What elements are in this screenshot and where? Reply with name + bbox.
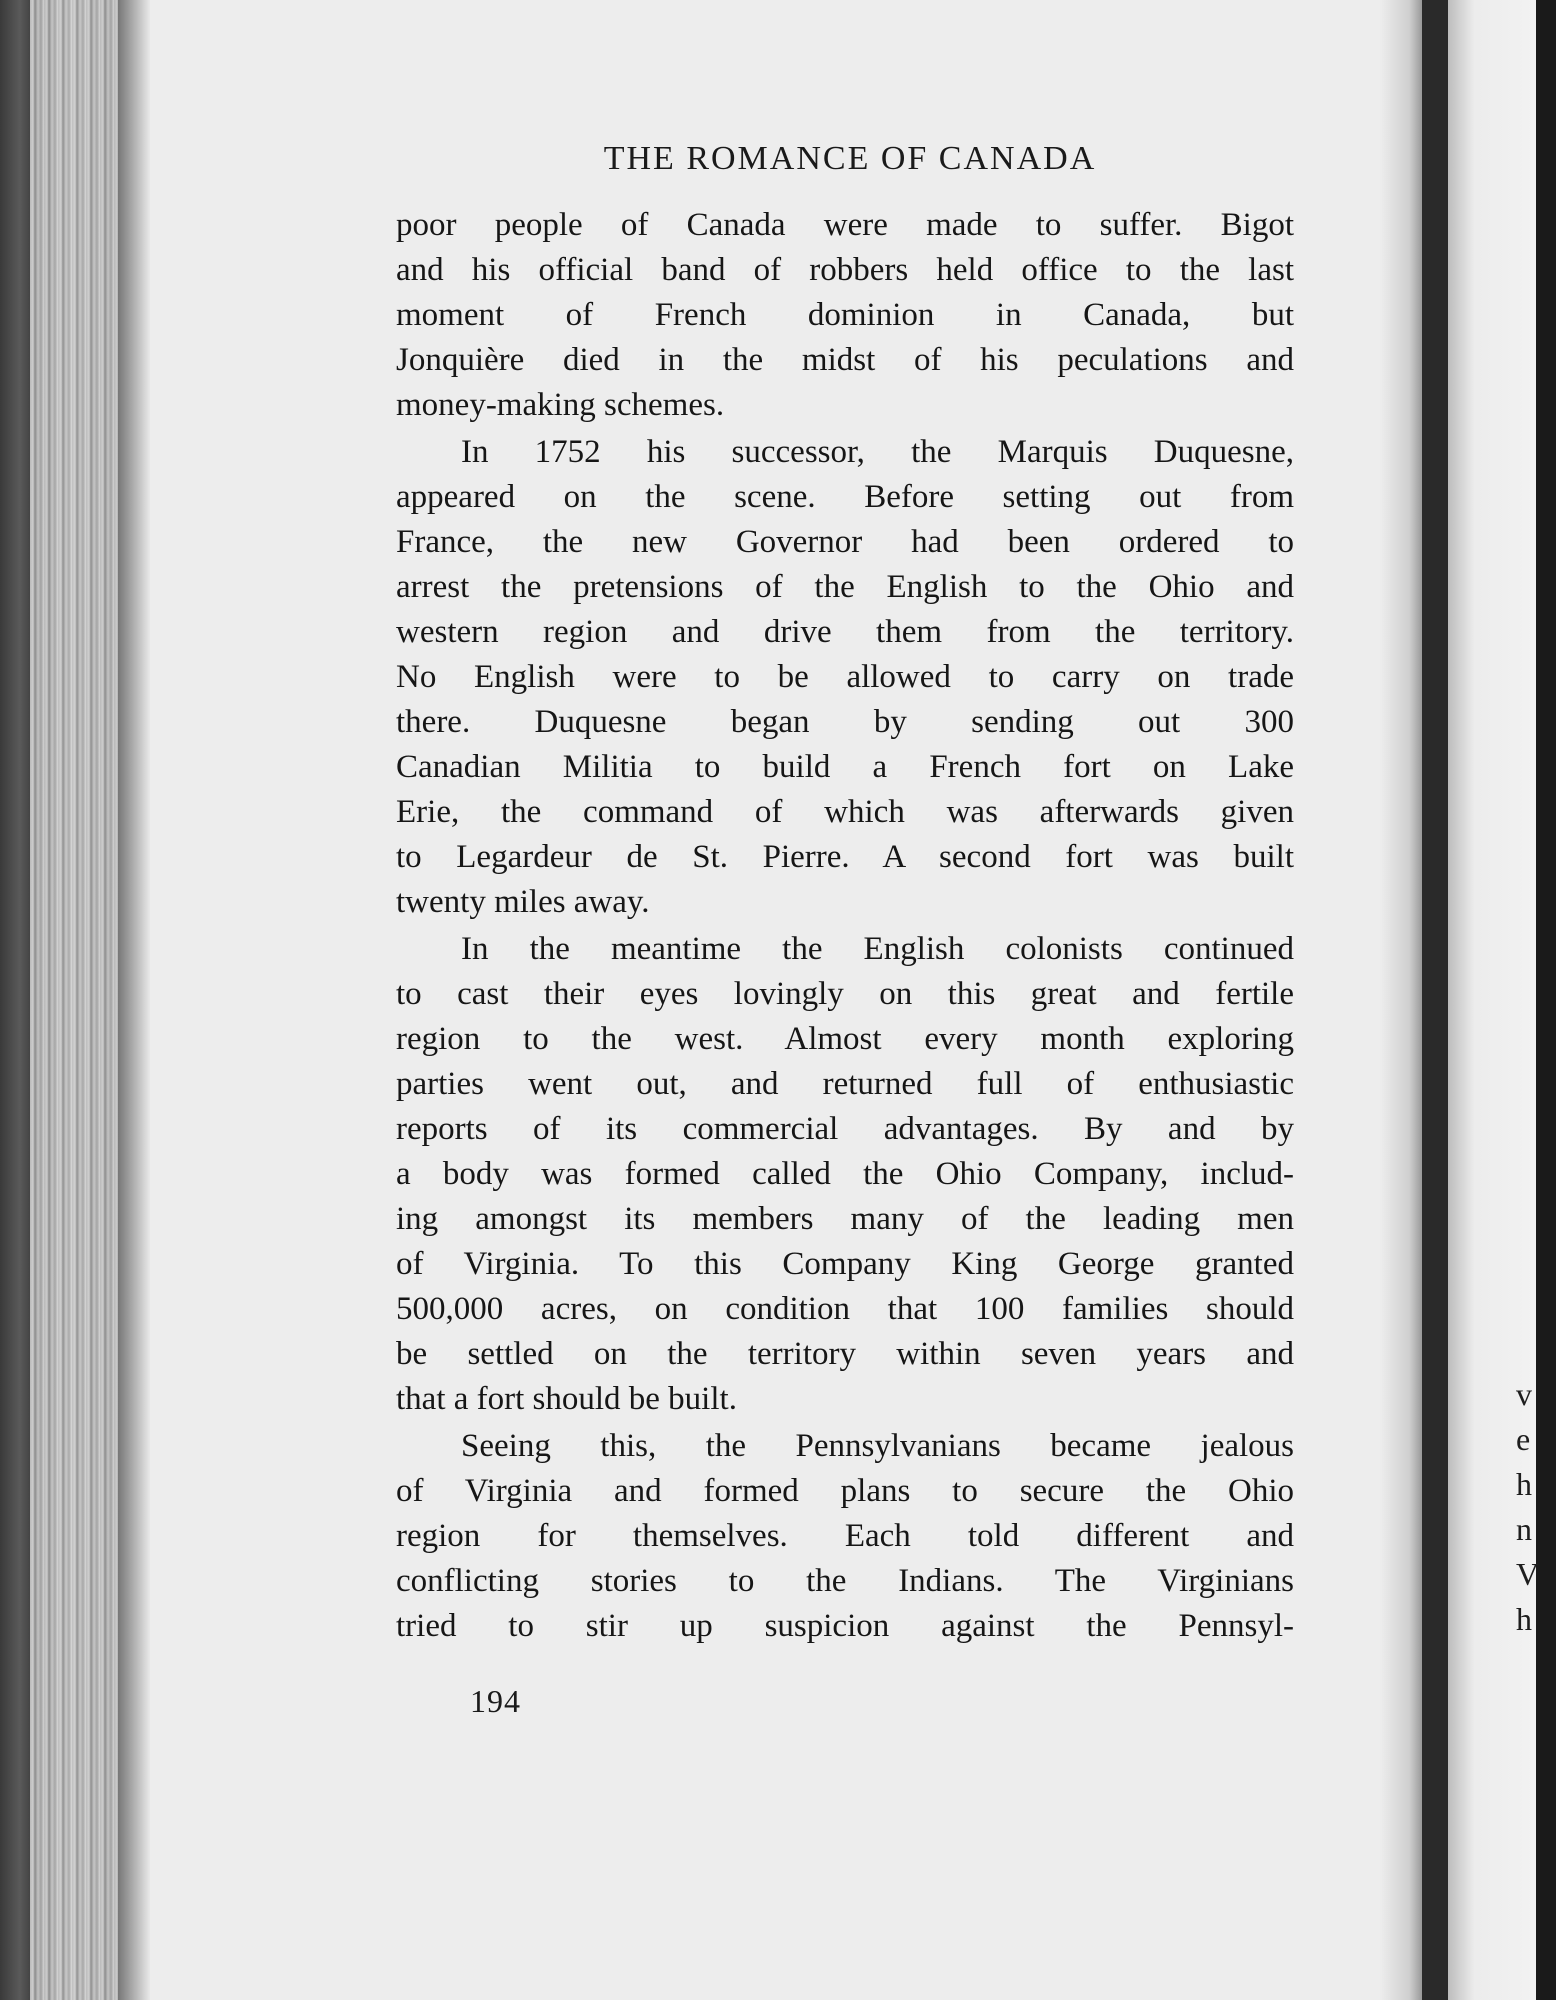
text-line: Jonquière died in the midst of his peculations and xyxy=(396,342,1294,378)
text-line: In the meantime the English colonists continued xyxy=(461,931,1294,967)
paragraph xyxy=(396,430,1294,925)
text-line: to cast their eyes lovingly on this great and fertile xyxy=(396,976,1294,1012)
text-line: Canadian Militia to build a French fort on Lake xyxy=(396,749,1294,785)
paragraph xyxy=(396,927,1294,1422)
text-line: western region and drive them from the territory. xyxy=(396,614,1294,650)
text-line: reports of its commercial advantages. By and by xyxy=(396,1111,1294,1147)
text-line: of Virginia. To this Company King George granted xyxy=(396,1246,1294,1282)
running-head: THE ROMANCE OF CANADA xyxy=(603,140,1097,177)
text-line: tried to stir up suspicion against the Pennsyl- xyxy=(396,1608,1294,1644)
text-line: twenty miles away. xyxy=(396,884,650,920)
text-line: region to the west. Almost every month exploring xyxy=(396,1021,1294,1057)
page-edge-shadow xyxy=(118,0,150,2000)
body-text xyxy=(396,203,1294,1651)
text-line: of Virginia and formed plans to secure the Ohio xyxy=(396,1473,1294,1509)
facing-page-sliver xyxy=(1448,0,1536,2000)
text-line: arrest the pretensions of the English to the Ohio and xyxy=(396,569,1294,605)
text-line: region for themselves. Each told different and xyxy=(396,1518,1294,1554)
facing-page-fragment: n xyxy=(1516,1511,1532,1547)
page-gutter-shadow xyxy=(1380,0,1422,2000)
text-line: to Legardeur de St. Pierre. A second fort was built xyxy=(396,839,1294,875)
text-line: appeared on the scene. Before setting out from xyxy=(396,479,1294,515)
text-line: that a fort should be built. xyxy=(396,1381,737,1417)
text-line: there. Duquesne began by sending out 300 xyxy=(396,704,1294,740)
text-line: parties went out, and returned full of enthusiastic xyxy=(396,1066,1294,1102)
facing-page-fragment: v xyxy=(1516,1376,1532,1412)
text-line: Seeing this, the Pennsylvanians became jealous xyxy=(461,1428,1294,1464)
text-line: In 1752 his successor, the Marquis Duquesne, xyxy=(461,434,1294,470)
facing-page-fragment: h xyxy=(1516,1466,1532,1502)
facing-page-fragment: h xyxy=(1516,1601,1532,1637)
text-line: No English were to be allowed to carry on trade xyxy=(396,659,1294,695)
text-line: be settled on the territory within seven years and xyxy=(396,1336,1294,1372)
book-binding xyxy=(1422,0,1448,2000)
facing-page-fragment: e xyxy=(1516,1421,1531,1457)
text-line: conflicting stories to the Indians. The Virginians xyxy=(396,1563,1294,1599)
text-line: France, the new Governor had been ordered to xyxy=(396,524,1294,560)
paragraph xyxy=(396,1424,1294,1649)
facing-page-fragment: V xyxy=(1516,1556,1540,1592)
page-number: 194 xyxy=(470,1683,521,1719)
text-line: money-making schemes. xyxy=(396,387,725,423)
text-line: a body was formed called the Ohio Company, includ- xyxy=(396,1156,1294,1192)
facing-page-text-fragments xyxy=(1516,1372,1556,1642)
paragraph xyxy=(396,203,1294,428)
text-line: poor people of Canada were made to suffer. Bigot xyxy=(396,207,1294,243)
text-line: and his official band of robbers held office to the last xyxy=(396,252,1294,288)
text-line: moment of French dominion in Canada, but xyxy=(396,297,1294,333)
text-line: Erie, the command of which was afterwards given xyxy=(396,794,1294,830)
text-line: ing amongst its members many of the leading men xyxy=(396,1201,1294,1237)
text-line: 500,000 acres, on condition that 100 families should xyxy=(396,1291,1294,1327)
